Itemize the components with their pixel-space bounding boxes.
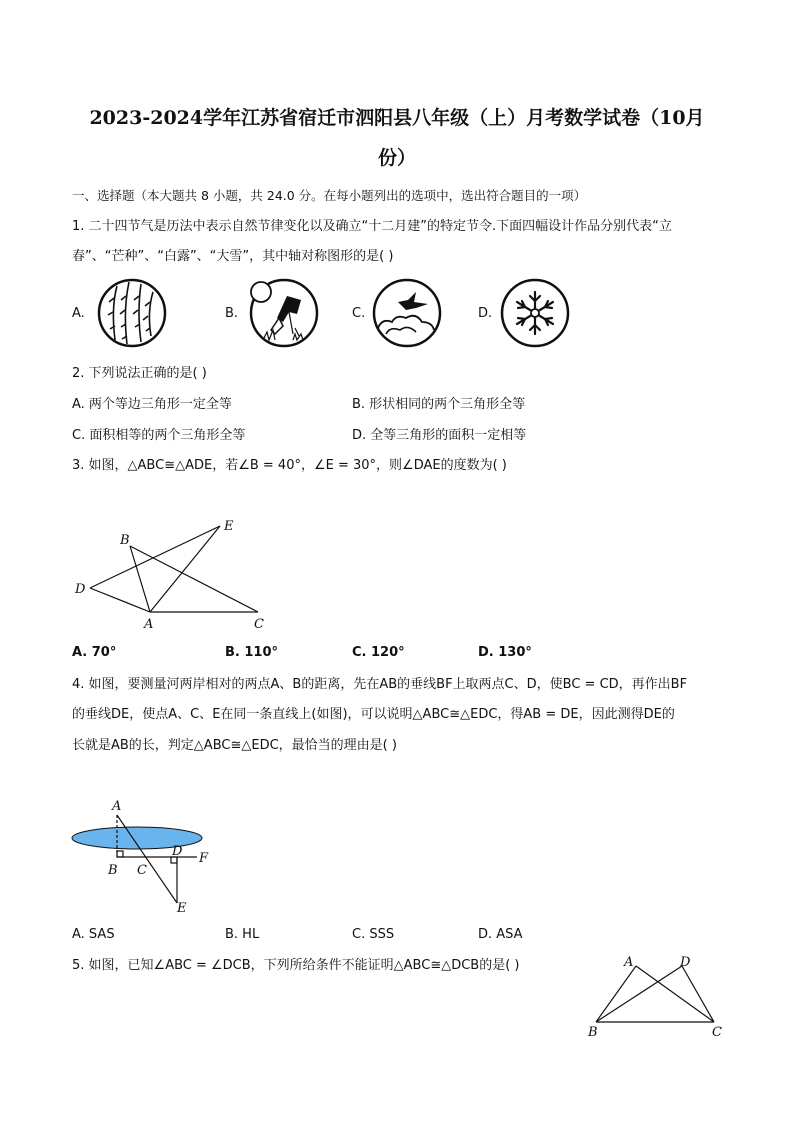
- q3-segment-bc: [130, 546, 258, 612]
- q4-label-a: A: [112, 799, 122, 814]
- lichun-willow-icon: [97, 278, 167, 348]
- q4-right-angle-b: [117, 851, 123, 857]
- q3-label-c: C: [254, 617, 264, 632]
- q3-segment-ba: [130, 546, 150, 612]
- q1-option-b-label: B.: [225, 306, 239, 321]
- q1-stem-line2: 春”、“芒种”、“白露”、“大雪”，其中轴对称图形的是( ): [72, 249, 394, 264]
- q4-river: [72, 827, 202, 849]
- q5-label-c: C: [712, 1025, 722, 1040]
- exam-title-line2: 份）: [377, 147, 416, 169]
- q4-label-e: E: [177, 901, 187, 916]
- q4-stem-line3: 长就是AB的长，判定△ABC≅△EDC，最恰当的理由是( ): [72, 738, 397, 753]
- q5-segment-db: [596, 966, 682, 1022]
- q5-stem: 5. 如图，已知∠ABC = ∠DCB，下列所给条件不能证明△ABC≅△DCB的是( ): [72, 958, 520, 973]
- q2-stem: 2. 下列说法正确的是( ): [72, 366, 207, 381]
- q3-option-a: A. 70°: [72, 645, 117, 660]
- q5-label-b: B: [588, 1025, 598, 1040]
- q4-option-d: D. ASA: [478, 927, 523, 942]
- q4-label-c: C: [137, 863, 147, 878]
- q1-stem-line1: 1. 二十四节气是历法中表示自然节律变化以及确立“十二月建”的特定节令.下面四幅设计作品分别代表“立: [72, 219, 672, 234]
- q5-segment-ab: [596, 966, 636, 1022]
- q4-stem-line1: 4. 如图，要测量河两岸相对的两点A、B的距离，先在AB的垂线BF上取两点C、D，使BC = CD，再作出BF: [72, 677, 688, 692]
- q3-option-b: B. 110°: [225, 645, 279, 660]
- q5-triangle-figure: [580, 950, 730, 1045]
- q3-option-d: D. 130°: [478, 645, 532, 660]
- q4-label-b: B: [108, 863, 118, 878]
- section-heading: 一、选择题（本大题共 8 小题，共 24.0 分。在每小题列出的选项中，选出符合题目的一项）: [72, 188, 587, 203]
- q2-option-b: B. 形状相同的两个三角形全等: [352, 397, 526, 412]
- q1-option-d-label: D.: [478, 306, 493, 321]
- q3-label-a: A: [144, 617, 154, 632]
- q5-label-a: A: [624, 955, 634, 970]
- q3-label-d: D: [75, 582, 86, 597]
- q3-stem: 3. 如图，△ABC≅△ADE，若∠B = 40°，∠E = 30°，则∠DAE的度数为( ): [72, 458, 507, 473]
- exam-title-line1: 2023-2024学年江苏省宿迁市泗阳县八年级（上）月考数学试卷（10月: [89, 107, 705, 129]
- q4-option-b: B. HL: [225, 927, 260, 942]
- q5-label-d: D: [680, 955, 691, 970]
- q5-segment-ac: [636, 966, 714, 1022]
- q1-option-a-label: A.: [72, 306, 85, 321]
- q2-option-c: C. 面积相等的两个三角形全等: [72, 428, 246, 443]
- q3-label-e: E: [224, 519, 234, 534]
- q5-segment-dc: [682, 966, 714, 1022]
- q3-segment-de: [90, 526, 220, 588]
- q4-label-d: D: [172, 844, 183, 859]
- q3-triangle-figure: [70, 510, 280, 635]
- q4-label-f: F: [199, 851, 209, 866]
- q3-segment-da: [90, 588, 150, 612]
- q4-stem-line2: 的垂线DE，使点A、C、E在同一条直线上(如图)，可以说明△ABC≅△EDC，得AB = DE，因此测得DE的: [72, 707, 675, 722]
- q3-option-c: C. 120°: [352, 645, 405, 660]
- q4-option-a: A. SAS: [72, 927, 115, 942]
- q4-option-c: C. SSS: [352, 927, 395, 942]
- bailu-bird-cloud-icon: [372, 278, 442, 348]
- q2-option-a: A. 两个等边三角形一定全等: [72, 397, 232, 412]
- q4-river-figure: [65, 795, 225, 920]
- daxue-snowflake-icon: [500, 278, 570, 348]
- q3-segment-ea: [150, 526, 220, 612]
- q2-option-d: D. 全等三角形的面积一定相等: [352, 428, 527, 443]
- q1-option-c-label: C.: [352, 306, 366, 321]
- mangzhong-kite-icon: [249, 278, 319, 348]
- q3-label-b: B: [120, 533, 130, 548]
